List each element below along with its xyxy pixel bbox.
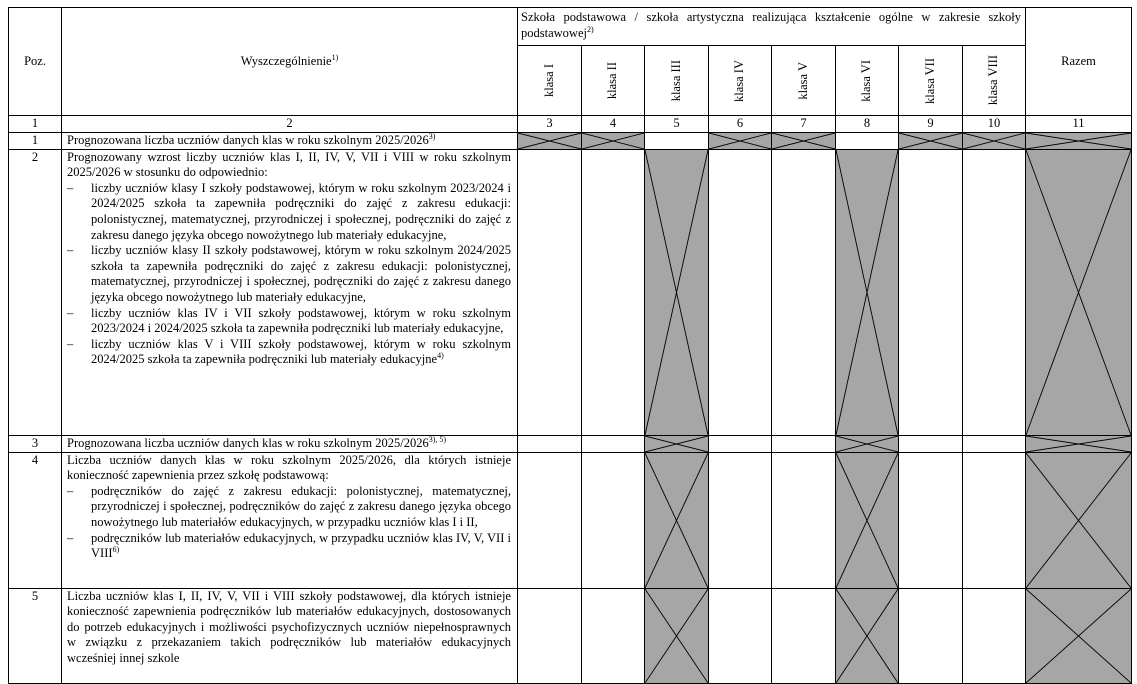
crossed-cell	[709, 132, 772, 149]
crossed-cell	[645, 149, 709, 435]
input-cell-class-6[interactable]	[836, 132, 899, 149]
cross-mark	[836, 436, 898, 452]
crossed-cell	[582, 132, 645, 149]
cross-mark	[836, 453, 898, 588]
header-class-7: klasa VII	[899, 46, 963, 116]
column-number-row	[9, 116, 1132, 133]
crossed-cell	[1026, 149, 1132, 435]
col-number: 4	[582, 116, 645, 133]
cross-mark	[645, 150, 708, 435]
col-number: 6	[709, 116, 772, 133]
input-cell-class-5[interactable]	[772, 588, 836, 683]
row-poz: 2	[9, 149, 62, 435]
col-number: 10	[963, 116, 1026, 133]
crossed-cell	[836, 452, 899, 588]
crossed-cell	[836, 588, 899, 683]
input-cell-class-8[interactable]	[963, 452, 1026, 588]
input-cell-class-8[interactable]	[963, 588, 1026, 683]
table-row-3	[9, 435, 1132, 452]
row-poz: 1	[9, 132, 62, 149]
cross-mark	[836, 150, 898, 435]
table-row-1	[9, 132, 1132, 149]
row-description: Liczba uczniów klas I, II, IV, V, VII i VIII szkoły podstawowej, dla których istnieje konieczność zapewnienia podręczników lub materiałów edukacyjnych, dostosowanych do potrzeb edukacyjnych i możliwości psychofizycznych uczniów niepełnosprawnych w związku z przekazaniem takich podręczników lub materiałów edukacyjnych wcześniej innej szkole	[62, 588, 518, 683]
input-cell-class-1[interactable]	[518, 149, 582, 435]
crossed-cell	[836, 149, 899, 435]
crossed-cell	[645, 588, 709, 683]
row-intro: Prognozowany wzrost liczby uczniów klas I, II, IV, V, VII i VIII w roku szkolnym 2025/2026 w stosunku do odpowiednio:	[67, 149, 511, 180]
col-number: 3	[518, 116, 582, 133]
list-item: – liczby uczniów klas IV i VII szkoły podstawowej, którym w roku szkolnym 2023/2024 i 2024/2025 szkoła ta zapewniła podręczniki lub materiały edukacyjne,	[67, 305, 511, 336]
header-total: Razem	[1026, 8, 1132, 116]
cross-mark	[645, 436, 708, 452]
input-cell-class-7[interactable]	[899, 452, 963, 588]
list-item: – podręczników do zajęć z zakresu edukacji: polonistycznej, matematycznej, przyrodniczej i społecznej, podręczników do zajęć z zakresu danego języka obcego nowożytnego lub materiałów edukacyjnych, w przypadku uczniów klas I i II,	[67, 483, 511, 529]
input-cell-class-5[interactable]	[772, 149, 836, 435]
input-cell-class-7[interactable]	[899, 435, 963, 452]
list-item: – liczby uczniów klas V i VIII szkoły podstawowej, którym w roku szkolnym 2024/2025 szkoła ta zapewniła podręczniki lub materiały edukacyjne$^{4)}$	[67, 336, 511, 367]
cross-mark	[899, 133, 962, 149]
input-cell-class-5[interactable]	[772, 452, 836, 588]
header-class-6: klasa VI	[836, 46, 899, 116]
input-cell-class-1[interactable]	[518, 588, 582, 683]
header-class-3: klasa III	[645, 46, 709, 116]
row-description: Prognozowana liczba uczniów danych klas w roku szkolnym $2025/2026^{3), 5)}$	[62, 435, 518, 452]
table-row-2	[9, 149, 1132, 435]
header-specification: Wyszczególnienie$^{1)}$	[62, 8, 518, 116]
crossed-cell	[645, 435, 709, 452]
input-cell-class-3[interactable]	[645, 132, 709, 149]
row-intro: Liczba uczniów danych klas w roku szkolnym 2025/2026, dla których istnieje konieczność zapewnienia przez szkołę podstawową:	[67, 452, 511, 483]
input-cell-class-2[interactable]	[582, 452, 645, 588]
header-class-1: klasa I	[518, 46, 582, 116]
input-cell-class-2[interactable]	[582, 149, 645, 435]
header-poz: Poz.	[9, 8, 62, 116]
crossed-cell	[1026, 435, 1132, 452]
crossed-cell	[1026, 132, 1132, 149]
input-cell-class-2[interactable]	[582, 435, 645, 452]
cross-mark	[518, 133, 581, 149]
row-poz: 5	[9, 588, 62, 683]
input-cell-class-1[interactable]	[518, 435, 582, 452]
cross-mark	[772, 133, 835, 149]
col-number: 7	[772, 116, 836, 133]
input-cell-class-4[interactable]	[709, 452, 772, 588]
input-cell-class-8[interactable]	[963, 149, 1026, 435]
header-school-type: Szkoła podstawowa / szkoła artystyczna realizująca kształcenie ogólne w zakresie szkoły podstawowej$^{2)}$	[518, 8, 1026, 46]
col-number: 8	[836, 116, 899, 133]
col-number: 1	[9, 116, 62, 133]
col-number: 9	[899, 116, 963, 133]
cross-mark	[1026, 133, 1131, 149]
input-cell-class-1[interactable]	[518, 452, 582, 588]
list-item: – liczby uczniów klasy II szkoły podstawowej, którym w roku szkolnym 2024/2025 szkoła ta zapewniła podręczniki do zajęć z zakresu edukacji: polonistycznej, matematycznej, przyrodniczej i społecznej, podręczniki do zajęć z zakresu danego języka obcego nowożytnego lub materiały edukacyjne,	[67, 243, 511, 304]
cross-mark	[1026, 150, 1131, 435]
row-description	[62, 149, 518, 435]
input-cell-class-4[interactable]	[709, 435, 772, 452]
row-description: Prognozowana liczba uczniów danych klas w roku szkolnym 2025/2026$^{3)}$	[62, 132, 518, 149]
cross-mark	[645, 453, 708, 588]
crossed-cell	[1026, 588, 1132, 683]
row-description	[62, 452, 518, 588]
cross-mark	[1026, 589, 1131, 683]
input-cell-class-4[interactable]	[709, 588, 772, 683]
cross-mark	[836, 589, 898, 683]
cross-mark	[1026, 436, 1131, 452]
row-poz: 4	[9, 452, 62, 588]
list-item: – liczby uczniów klasy I szkoły podstawowej, którym w roku szkolnym 2023/2024 i 2024/2025 szkoła ta zapewniła podręczniki do zajęć z zakresu edukacji: polonistycznej, matematycznej, przyrodniczej i społecznej, podręczniki do zajęć z zakresu danego języka obcego nowożytnego lub materiały edukacyjne,	[67, 180, 511, 242]
header-class-2: klasa II	[582, 46, 645, 116]
crossed-cell	[772, 132, 836, 149]
input-cell-class-7[interactable]	[899, 588, 963, 683]
crossed-cell	[899, 132, 963, 149]
input-cell-class-5[interactable]	[772, 435, 836, 452]
header-class-4: klasa IV	[709, 46, 772, 116]
header-class-8: klasa VIII	[963, 46, 1026, 116]
list-item: – podręczników lub materiałów edukacyjnych, w przypadku uczniów klas IV, V, VII i VIII$^{6)}$	[67, 530, 511, 561]
crossed-cell	[645, 452, 709, 588]
crossed-cell	[836, 435, 899, 452]
input-cell-class-4[interactable]	[709, 149, 772, 435]
cross-mark	[709, 133, 771, 149]
input-cell-class-8[interactable]	[963, 435, 1026, 452]
col-number: 11	[1026, 116, 1132, 133]
cross-mark	[645, 589, 708, 683]
table-row-4	[9, 452, 1132, 588]
table-row-5	[9, 588, 1132, 683]
input-cell-class-7[interactable]	[899, 149, 963, 435]
crossed-cell	[518, 132, 582, 149]
col-number: 2	[62, 116, 518, 133]
cross-mark	[582, 133, 644, 149]
cross-mark	[963, 133, 1025, 149]
row-poz: 3	[9, 435, 62, 452]
header-class-5: klasa V	[772, 46, 836, 116]
input-cell-class-2[interactable]	[582, 588, 645, 683]
col-number: 5	[645, 116, 709, 133]
crossed-cell	[963, 132, 1026, 149]
form-table	[8, 7, 1132, 684]
crossed-cell	[1026, 452, 1132, 588]
cross-mark	[1026, 453, 1131, 588]
